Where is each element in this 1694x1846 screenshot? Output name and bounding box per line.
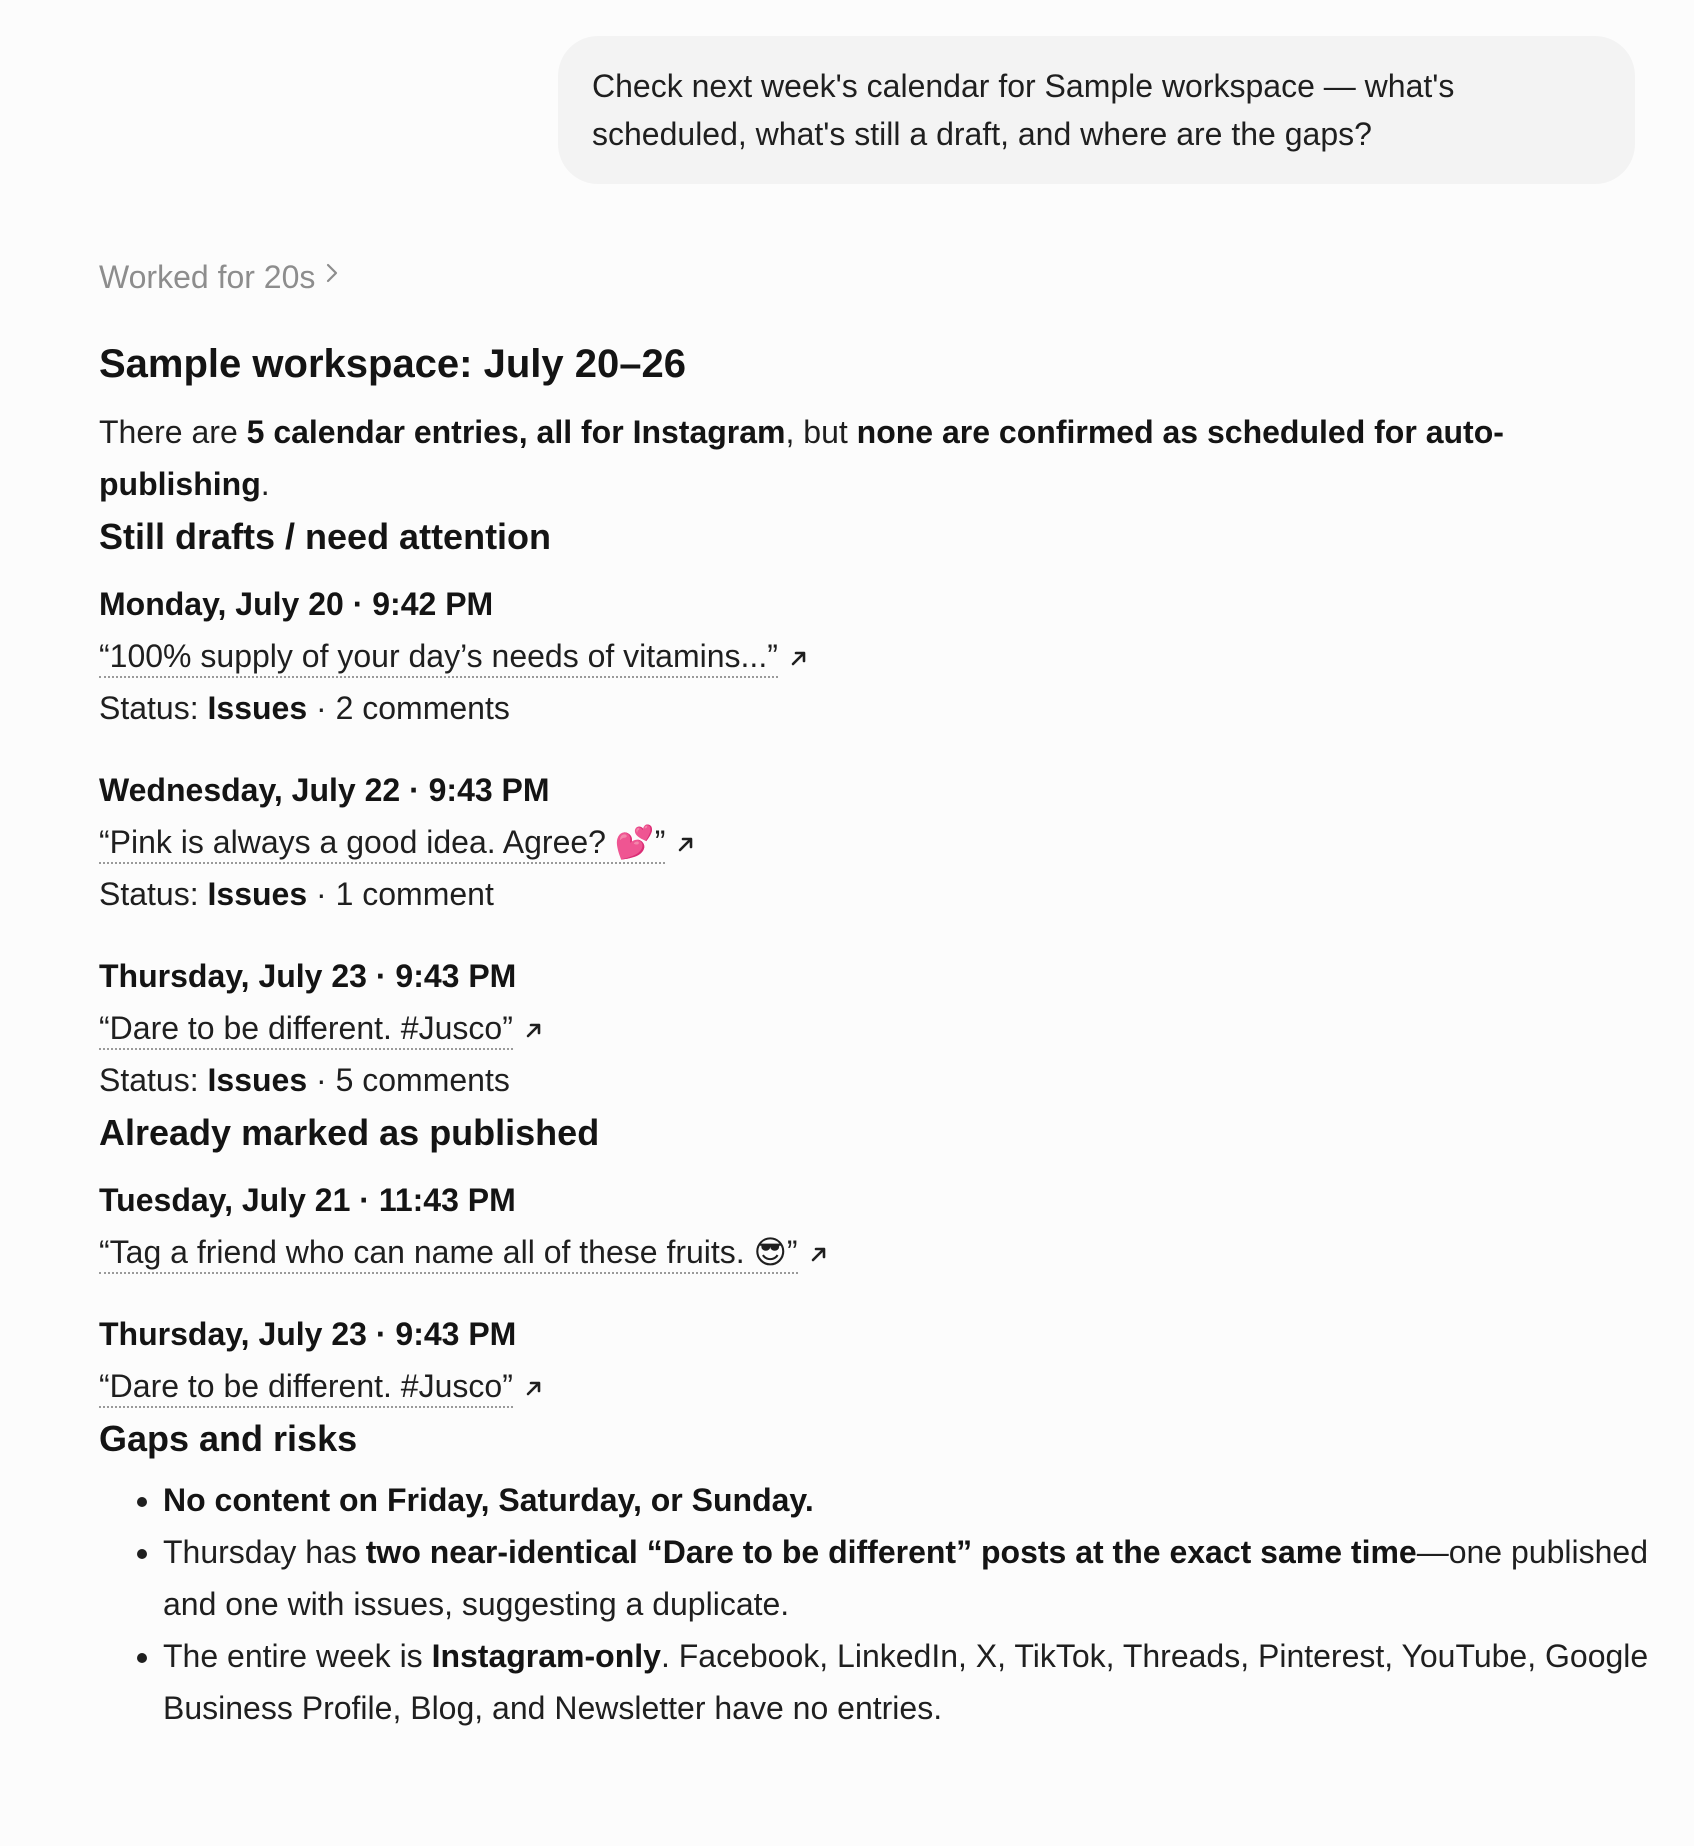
draft-entry	[99, 764, 1569, 920]
entry-quote-line	[99, 630, 1569, 682]
comment-count: · 2 comments	[307, 690, 510, 726]
draft-entry	[99, 950, 1569, 1106]
intro-text: .	[260, 466, 270, 502]
gap-text: The entire week is	[163, 1638, 432, 1674]
gaps-heading: Gaps and risks	[99, 1418, 358, 1459]
worked-for-toggle[interactable]	[99, 250, 339, 304]
entry-status	[99, 868, 1569, 920]
entry-date: Tuesday, July 21 · 11:43 PM	[99, 1182, 516, 1218]
gap-text: —one published and one with issues, suggesting a duplicate.	[163, 1534, 1648, 1622]
assistant-response	[99, 250, 1649, 1734]
external-link-arrow-icon[interactable]	[523, 1019, 545, 1041]
entry-date: Monday, July 20 · 9:42 PM	[99, 586, 494, 622]
entry-date: Thursday, July 23 · 9:43 PM	[99, 958, 517, 994]
gap-text: Thursday has	[163, 1534, 366, 1570]
intro-bold: 5 calendar entries, all for Instagram	[246, 414, 786, 450]
user-message-bubble	[558, 36, 1635, 184]
status-label: Status:	[99, 876, 208, 912]
chevron-right-icon	[325, 248, 339, 302]
entry-status	[99, 1054, 1569, 1106]
external-link-arrow-icon[interactable]	[788, 647, 810, 669]
published-entry	[99, 1308, 1569, 1412]
status-label: Status:	[99, 1062, 208, 1098]
entry-date: Thursday, July 23 · 9:43 PM	[99, 1316, 517, 1352]
status-label: Status:	[99, 690, 208, 726]
entry-quote-line	[99, 1002, 1569, 1054]
entry-status	[99, 682, 1569, 734]
user-message-text: Check next week's calendar for Sample workspace — what's scheduled, what's still a draft, and where are the gaps?	[592, 68, 1455, 152]
list-item	[163, 1526, 1663, 1630]
gap-text: . Facebook, LinkedIn, X, TikTok, Threads, Pinterest, YouTube, Google Business Profile, Blog, and Newsletter have no entries.	[163, 1638, 1649, 1726]
post-link[interactable]: “Dare to be different. #Jusco”	[99, 1010, 513, 1050]
external-link-arrow-icon[interactable]	[808, 1243, 830, 1265]
entry-date: Wednesday, July 22 · 9:43 PM	[99, 772, 550, 808]
comment-count: · 5 comments	[307, 1062, 510, 1098]
external-link-arrow-icon[interactable]	[523, 1377, 545, 1399]
status-value: Issues	[207, 876, 308, 912]
external-link-arrow-icon[interactable]	[675, 833, 697, 855]
entry-quote-line	[99, 816, 1569, 868]
published-entry	[99, 1174, 1569, 1278]
entry-quote-line	[99, 1360, 1569, 1412]
gap-bold: Instagram-only	[431, 1638, 661, 1674]
post-link[interactable]: “100% supply of your day’s needs of vitamins...”	[99, 638, 778, 678]
response-title: Sample workspace: July 20–26	[99, 342, 686, 386]
intro-bold: none are confirmed as scheduled for auto-publishing	[99, 414, 1504, 502]
post-link[interactable]: “Tag a friend who can name all of these fruits. 😎”	[99, 1234, 798, 1274]
draft-entry	[99, 578, 1569, 734]
drafts-heading: Still drafts / need attention	[99, 516, 552, 557]
gap-bold: No content on Friday, Saturday, or Sunday.	[163, 1482, 814, 1518]
status-value: Issues	[207, 1062, 308, 1098]
gaps-list	[99, 1474, 1663, 1734]
list-item	[163, 1630, 1663, 1734]
post-link[interactable]: “Dare to be different. #Jusco”	[99, 1368, 513, 1408]
comment-count: · 1 comment	[307, 876, 494, 912]
gap-bold: two near-identical “Dare to be different” posts at the exact same time	[365, 1534, 1417, 1570]
published-heading: Already marked as published	[99, 1112, 600, 1153]
list-item	[163, 1474, 1663, 1526]
worked-for-label: Worked for 20s	[99, 259, 316, 295]
response-intro	[99, 406, 1519, 510]
intro-text: There are	[99, 414, 247, 450]
intro-text: , but	[785, 414, 857, 450]
status-value: Issues	[207, 690, 308, 726]
entry-quote-line	[99, 1226, 1569, 1278]
post-link[interactable]: “Pink is always a good idea. Agree? 💕”	[99, 824, 665, 864]
